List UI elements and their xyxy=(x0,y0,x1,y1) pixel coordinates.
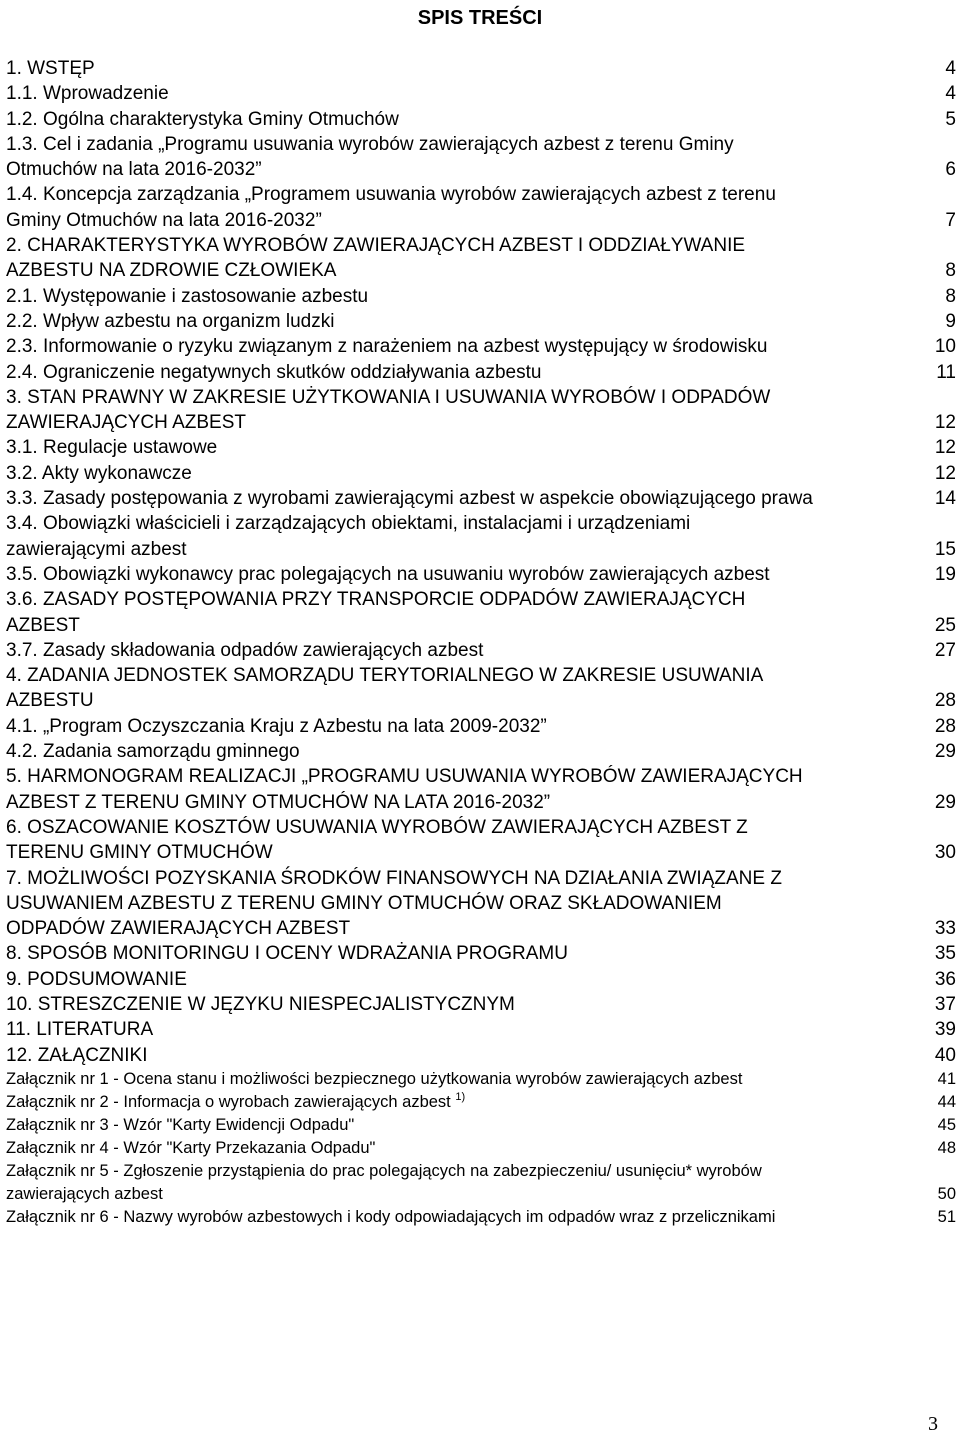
toc-entry-title: 8. SPOSÓB MONITORINGU I OCENY WDRAŻANIA PROGRAMU xyxy=(6,943,568,965)
toc-entry-title: 3. STAN PRAWNY W ZAKRESIE UŻYTKOWANIA I USUWANIA WYROBÓW I ODPADÓW ZAWIERAJĄCYCH AZBEST xyxy=(6,386,771,434)
toc-entry[interactable] xyxy=(6,1017,956,1042)
toc-entry[interactable] xyxy=(6,461,956,486)
toc-entry[interactable] xyxy=(6,132,956,183)
toc-attachment[interactable] xyxy=(6,1137,956,1160)
toc-entry-title: 7. MOŻLIWOŚCI POZYSKANIA ŚRODKÓW FINANSOWYCH NA DZIAŁANIA ZWIĄZANE Z USUWANIEM AZBESTU Z TERENU GMINY OTMUCHÓW ORAZ SKŁADOWANIEM ODPADÓW ZAWIERAJĄCYCH AZBEST xyxy=(6,867,782,940)
toc-entry[interactable] xyxy=(6,941,956,966)
toc-entry[interactable] xyxy=(6,511,956,562)
toc-entry-page: 39 xyxy=(934,1019,956,1041)
toc-entry-page: 25 xyxy=(934,614,956,636)
page-title: SPIS TREŚCI xyxy=(417,7,543,29)
toc-entry-page: 29 xyxy=(934,741,956,763)
toc-entry-title: 1.4. Koncepcja zarządzania „Programem usuwania wyrobów zawierających azbest z terenu Gminy Otmuchów na lata 2016-2032” xyxy=(6,184,776,231)
toc-entry[interactable] xyxy=(6,182,956,233)
toc-attachment[interactable] xyxy=(6,1068,956,1091)
toc-entry[interactable] xyxy=(6,663,956,714)
toc-entry[interactable] xyxy=(6,815,956,866)
toc-entry-title: 4.2. Zadania samorządu gminnego xyxy=(6,741,300,763)
toc-entry-page: 12 xyxy=(934,437,956,459)
toc-attachment-page: 51 xyxy=(937,1207,956,1226)
toc-entry-title: 9. PODSUMOWANIE xyxy=(6,968,187,990)
toc-entry-page: 28 xyxy=(934,715,956,737)
toc-attachment-page: 45 xyxy=(937,1115,956,1134)
toc-entry-title: 3.5. Obowiązki wykonawcy prac polegających na usuwaniu wyrobów zawierających azbest xyxy=(6,563,770,585)
toc-entry-page: 6 xyxy=(945,159,956,181)
toc-entry-title: 3.4. Obowiązki właścicieli i zarządzających obiektami, instalacjami i urządzeniami zawierającymi azbest xyxy=(6,513,691,560)
toc-entry[interactable] xyxy=(6,107,956,132)
toc-entry-title: 1.1. Wprowadzenie xyxy=(6,83,169,105)
toc-entry-title: 2. CHARAKTERYSTYKA WYROBÓW ZAWIERAJĄCYCH AZBEST I ODDZIAŁYWANIE AZBESTU NA ZDROWIE CZŁOWIEKA xyxy=(6,235,746,282)
toc-entry[interactable] xyxy=(6,714,956,739)
toc-entry-title: 12. ZAŁĄCZNIKI xyxy=(6,1044,148,1066)
toc-entry-page: 4 xyxy=(945,58,956,79)
toc-entry[interactable] xyxy=(6,56,956,81)
toc-attachment-title: Załącznik nr 1 - Ocena stanu i możliwości bezpiecznego użytkowania wyrobów zawierających azbest xyxy=(6,1069,743,1088)
toc-entry-title: 2.2. Wpływ azbestu na organizm ludzki xyxy=(6,310,335,332)
toc-entry[interactable] xyxy=(6,638,956,663)
toc-entry-title: 2.1. Występowanie i zastosowanie azbestu xyxy=(6,285,369,307)
toc-entry-page: 29 xyxy=(934,791,956,813)
toc-entry-page: 40 xyxy=(934,1044,956,1066)
toc-entry-page: 11 xyxy=(936,361,956,383)
toc-entry-title: 6. OSZACOWANIE KOSZTÓW USUWANIA WYROBÓW ZAWIERAJĄCYCH AZBEST Z TERENU GMINY OTMUCHÓW xyxy=(6,816,748,864)
toc-entry[interactable] xyxy=(6,233,956,284)
toc-entry-title: 2.3. Informowanie o ryzyku związanym z narażeniem na azbest występujący w środowisku xyxy=(6,336,768,358)
toc-entry-page: 7 xyxy=(945,209,956,231)
toc-entry[interactable] xyxy=(6,1043,956,1068)
toc-entry-page: 5 xyxy=(945,108,956,130)
toc-entry-title: 4. ZADANIA JEDNOSTEK SAMORZĄDU TERYTORIALNEGO W ZAKRESIE USUWANIA AZBESTU xyxy=(6,665,764,712)
toc-entry-title: 5. HARMONOGRAM REALIZACJI „PROGRAMU USUWANIA WYROBÓW ZAWIERAJĄCYCH AZBEST Z TERENU GMINY OTMUCHÓW NA LATA 2016-2032” xyxy=(6,766,803,813)
toc-entry[interactable] xyxy=(6,562,956,587)
page-number: 3 xyxy=(928,1413,938,1435)
toc-entry-page: 33 xyxy=(934,918,956,940)
toc-entry-title: 3.2. Akty wykonawcze xyxy=(6,462,192,484)
toc-entry[interactable] xyxy=(6,967,956,992)
toc-attachment-title: Załącznik nr 4 - Wzór "Karty Przekazania Odpadu" xyxy=(6,1138,376,1157)
toc-entry-page: 28 xyxy=(934,690,956,712)
toc-entry-page: 15 xyxy=(934,538,956,560)
toc-entry-page: 12 xyxy=(934,412,956,434)
toc-entry-page: 8 xyxy=(945,260,956,282)
toc-entry[interactable] xyxy=(6,284,956,309)
toc-entry-page: 30 xyxy=(934,842,956,864)
toc-entry[interactable] xyxy=(6,360,956,385)
toc-entry[interactable] xyxy=(6,739,956,764)
toc-entry[interactable] xyxy=(6,764,956,815)
toc-entry-page: 9 xyxy=(945,310,956,332)
table-of-contents xyxy=(6,56,956,1229)
toc-entry-title: 3.7. Zasady składowania odpadów zawierających azbest xyxy=(6,639,484,661)
footnote-marker: 1) xyxy=(455,1090,466,1103)
toc-entry-page: 37 xyxy=(934,993,956,1015)
toc-attachment-page: 44 xyxy=(937,1092,956,1111)
toc-attachment-title: Załącznik nr 2 - Informacja o wyrobach zawierających azbest xyxy=(6,1092,451,1111)
toc-entry-page: 19 xyxy=(934,563,956,585)
toc-entry-page: 27 xyxy=(934,639,956,661)
toc-entry[interactable] xyxy=(6,385,956,436)
toc-entry-page: 8 xyxy=(945,285,956,307)
toc-entry[interactable] xyxy=(6,309,956,334)
toc-attachment-title: Załącznik nr 3 - Wzór "Karty Ewidencji Odpadu" xyxy=(6,1115,355,1134)
toc-attachment[interactable] xyxy=(6,1114,956,1137)
toc-entry-title: 11. LITERATURA xyxy=(6,1019,154,1041)
toc-entry-title: 3.1. Regulacje ustawowe xyxy=(6,437,218,459)
toc-attachment[interactable] xyxy=(6,1091,956,1114)
toc-entry[interactable] xyxy=(6,435,956,460)
toc-entry-title: 1.3. Cel i zadania „Programu usuwania wyrobów zawierających azbest z terenu Gminy Otmuchów na lata 2016-2032” xyxy=(6,133,734,181)
toc-attachment-page: 48 xyxy=(937,1138,956,1157)
toc-entry-title: 1. WSTĘP xyxy=(6,58,95,79)
toc-entry-page: 35 xyxy=(934,943,956,965)
toc-entry-title: 1.2. Ogólna charakterystyka Gminy Otmuchów xyxy=(6,108,399,130)
toc-entry[interactable] xyxy=(6,334,956,359)
toc-entry-page: 10 xyxy=(934,336,956,358)
toc-attachment-title: Załącznik nr 6 - Nazwy wyrobów azbestowych i kody odpowiadających im odpadów wraz z przelicznikami xyxy=(6,1207,776,1226)
toc-entry[interactable] xyxy=(6,81,956,106)
toc-attachment-title: Załącznik nr 5 - Zgłoszenie przystąpienia do prac polegających na zabezpieczeniu/ usunięciu* wyrobów zawierających azbest xyxy=(6,1161,762,1203)
toc-attachment-page: 50 xyxy=(937,1184,956,1203)
toc-entry-page: 12 xyxy=(934,462,956,484)
toc-entry-title: 10. STRESZCZENIE W JĘZYKU NIESPECJALISTYCZNYM xyxy=(6,993,515,1015)
toc-entry[interactable] xyxy=(6,992,956,1017)
toc-attachment[interactable] xyxy=(6,1160,956,1206)
toc-entry[interactable] xyxy=(6,587,956,638)
toc-entry[interactable] xyxy=(6,866,956,942)
toc-entry-title: 2.4. Ograniczenie negatywnych skutków oddziaływania azbestu xyxy=(6,361,542,383)
toc-entry[interactable] xyxy=(6,486,956,511)
toc-entry-page: 36 xyxy=(934,968,956,990)
toc-attachment[interactable] xyxy=(6,1206,956,1229)
toc-entry-title: 3.3. Zasady postępowania z wyrobami zawierającymi azbest w aspekcie obowiązującego prawa xyxy=(6,488,813,510)
toc-entry-title: 3.6. ZASADY POSTĘPOWANIA PRZY TRANSPORCIE ODPADÓW ZAWIERAJĄCYCH AZBEST xyxy=(6,589,746,636)
toc-entry-page: 14 xyxy=(934,488,956,510)
toc-attachment-page: 41 xyxy=(937,1069,956,1088)
toc-entry-title: 4.1. „Program Oczyszczania Kraju z Azbestu na lata 2009-2032” xyxy=(6,715,547,737)
toc-entry-page: 4 xyxy=(945,83,956,105)
